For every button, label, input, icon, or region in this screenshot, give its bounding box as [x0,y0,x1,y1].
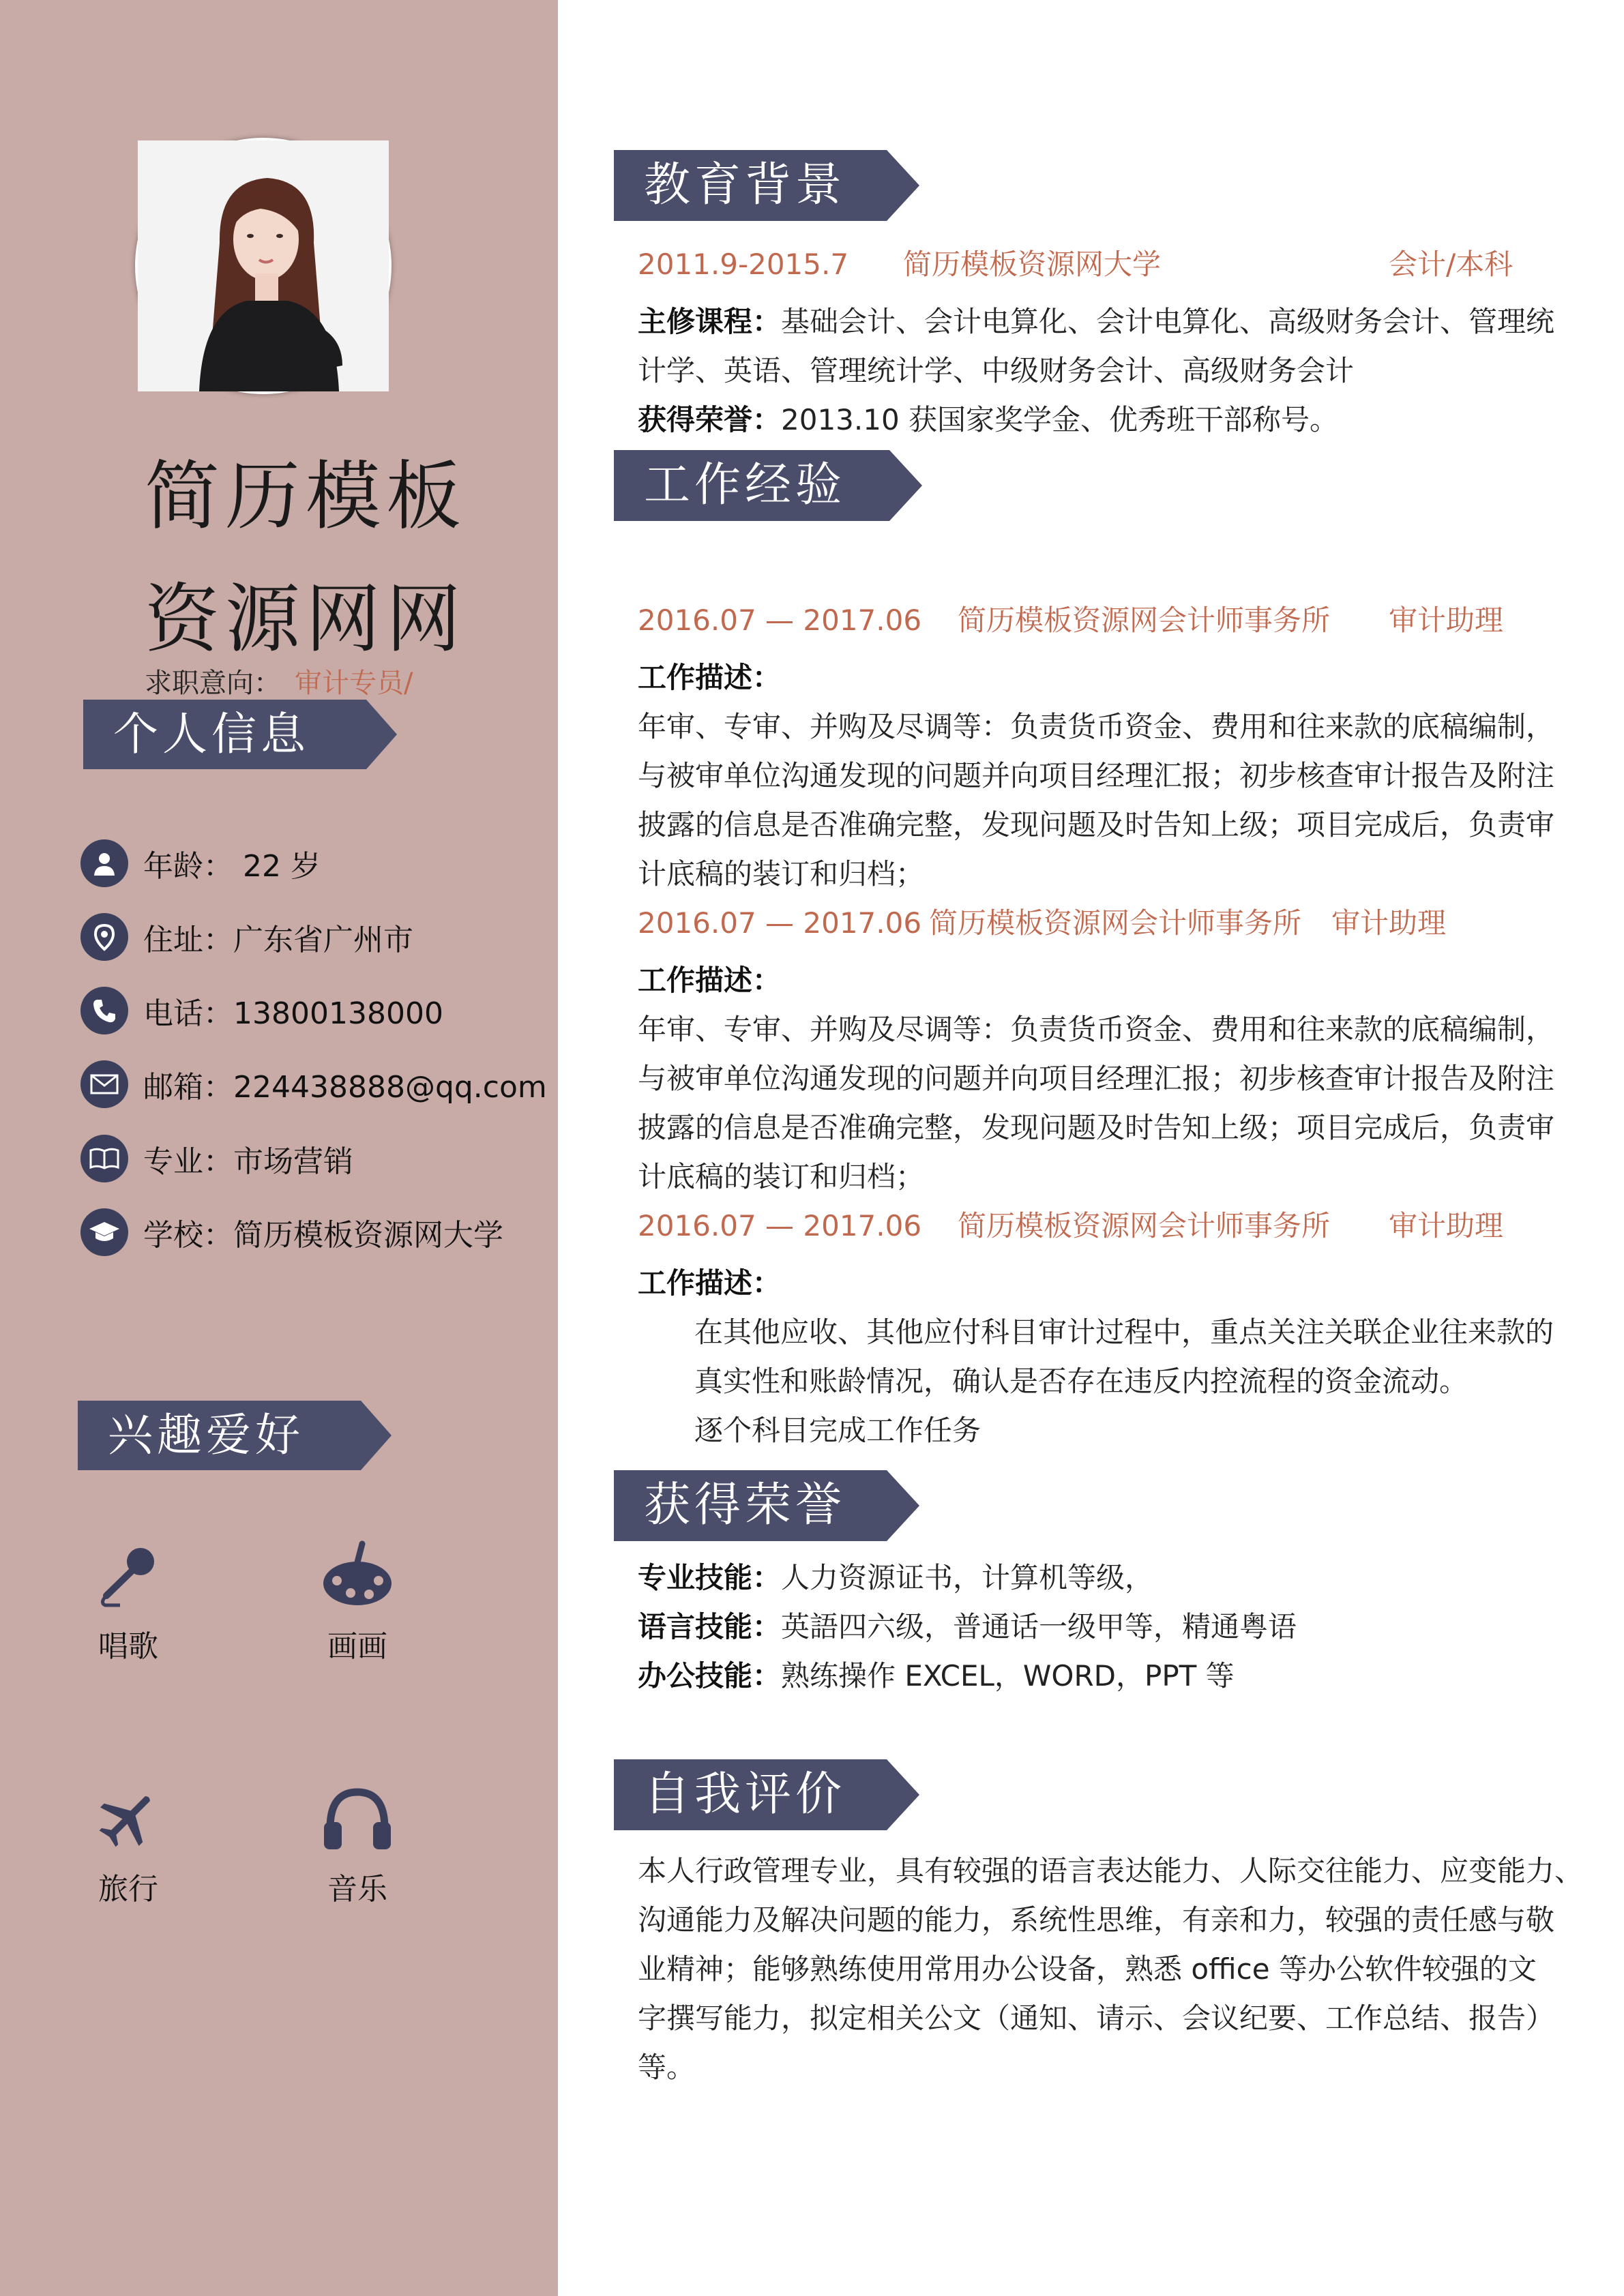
section-banner-self-eval [614,1759,919,1830]
education-courses-text-1: 基础会计、会计电算化、会计电算化、高级财务会计、管理统 [781,305,1555,338]
work-1-company: 简历模板资源网会计师事务所 [958,603,1331,637]
name-line-1: 简历模板 [145,453,467,540]
work-2-role: 审计助理 [1331,906,1447,940]
section-banner-honors [614,1470,919,1541]
hobby-singing [60,1534,196,1665]
work-3-period: 2016.07 — 2017.06 [638,1209,922,1242]
section-title-hobbies: 兴趣爱好 [108,1409,304,1461]
airplane-icon [60,1777,196,1859]
self-eval-line-1: 本人行政管理专业，具有较强的语言表达能力、人际交往能力、应变能力、 [638,1854,1584,1888]
skill-office-text: 熟练操作 EXCEL，WORD，PPT 等 [781,1659,1235,1693]
work-1-role: 审计助理 [1389,603,1504,637]
info-age [80,839,321,888]
work-1-period: 2016.07 — 2017.06 [638,603,922,637]
education-period: 2011.9-2015.7 [638,248,849,281]
work-3-desc-label: 工作描述： [638,1266,782,1300]
skill-professional-label: 专业技能： [638,1561,782,1594]
info-address [80,912,413,961]
work-3-line-1: 在其他应收、其他应付科目审计过程中，重点关注关联企业往来款的 [694,1315,1554,1349]
section-title-education: 教育背景 [644,158,846,212]
work-2-company: 简历模板资源网会计师事务所 [929,906,1302,940]
job-intent-label: 求职意向： [145,668,281,699]
hobby-singing-label: 唱歌 [98,1629,158,1664]
education-school: 简历模板资源网大学 [903,248,1162,281]
hobby-travel-label: 旅行 [98,1872,158,1907]
info-school-text: 学校：简历模板资源网大学 [143,1218,503,1253]
phone-icon [80,987,128,1034]
info-age-text: 年龄： 22 岁 [143,849,321,884]
work-2-line-3: 披露的信息是否准确完整，发现问题及时告知上级；项目完成后，负责审 [638,1111,1555,1144]
work-3-company: 简历模板资源网会计师事务所 [958,1209,1331,1242]
section-banner-education [614,150,919,221]
skill-language-label: 语言技能： [638,1610,782,1643]
work-1-line-1: 年审、专审、并购及尽调等：负责货币资金、费用和往来款的底稿编制， [638,710,1555,743]
info-email-text: 邮箱：224438888@qq.com [143,1070,547,1105]
skill-professional [638,1557,1153,1598]
work-1-desc-label: 工作描述： [638,661,782,694]
job-intent [145,667,413,699]
skill-language-text: 英語四六级，普通话一级甲等，精通粤语 [781,1610,1297,1643]
info-major-text: 专业：市场营销 [143,1144,353,1179]
work-1-line-4: 计底稿的装订和归档； [638,857,925,891]
section-title-honors: 获得荣誉 [644,1478,846,1532]
skill-office-label: 办公技能： [638,1659,782,1693]
section-title-work: 工作经验 [644,458,846,512]
self-eval-line-4: 字撰写能力，拟定相关公文（通知、请示、会议纪要、工作总结、报告） [638,2001,1555,2035]
hobby-painting-label: 画画 [327,1629,387,1664]
work-3-line-3: 逐个科目完成工作任务 [694,1414,981,1447]
info-phone [80,986,443,1035]
education-major: 会计/本科 [1389,248,1514,281]
info-school [80,1208,503,1257]
section-title-personal: 个人信息 [113,708,310,760]
info-address-text: 住址：广东省广州市 [143,923,413,957]
sidebar [0,0,558,2296]
work-1-line-2: 与被审单位沟通发现的问题并向项目经理汇报；初步核查审计报告及附注 [638,759,1555,792]
self-eval-line-5: 等。 [638,2051,696,2084]
mail-icon [80,1060,128,1108]
work-1-line-3: 披露的信息是否准确完整，发现问题及时告知上级；项目完成后，负责审 [638,808,1555,841]
self-eval-line-3: 业精神；能够熟练使用常用办公设备，熟悉 office 等办公软件较强的文 [638,1952,1537,1986]
name-line-2: 资源网网 [145,576,467,663]
work-3-line-2: 真实性和账龄情况，确认是否存在违反内控流程的资金流动。 [694,1365,1468,1398]
person-icon [80,839,128,887]
skill-professional-text: 人力资源证书，计算机等级， [781,1561,1154,1594]
palette-icon [289,1534,426,1616]
education-honor-label: 获得荣誉： [638,403,782,436]
book-icon [80,1135,128,1182]
section-banner-work [614,450,922,521]
work-2-line-2: 与被审单位沟通发现的问题并向项目经理汇报；初步核查审计报告及附注 [638,1062,1555,1095]
section-banner-hobbies [78,1401,392,1470]
hobby-painting [289,1534,426,1665]
work-2-desc-label: 工作描述： [638,964,782,997]
hobby-music [289,1777,426,1908]
info-phone-text: 电话：13800138000 [143,996,443,1031]
work-3-role: 审计助理 [1389,1209,1504,1242]
info-major [80,1134,353,1183]
hobby-music-label: 音乐 [327,1872,387,1907]
section-title-self-eval: 自我评价 [644,1768,846,1821]
job-intent-value: 审计专员/ [295,668,413,699]
education-courses-line-1 [638,301,1554,342]
location-pin-icon [80,913,128,961]
work-2-period: 2016.07 — 2017.06 [638,906,922,940]
work-2-line-1: 年审、专审、并购及尽调等：负责货币资金、费用和往来款的底稿编制， [638,1013,1555,1046]
hobby-travel [60,1777,196,1908]
work-2-line-4: 计底稿的装订和归档； [638,1160,925,1193]
education-courses-label: 主修课程： [638,305,782,338]
skill-language [638,1607,1297,1648]
self-eval-line-2: 沟通能力及解决问题的能力，系统性思维，有亲和力，较强的责任感与敬 [638,1903,1555,1937]
education-courses-text-2: 计学、英语、管理统计学、中级财务会计、高级财务会计 [638,354,1355,387]
skill-office [638,1656,1235,1697]
education-honor [638,400,1338,441]
section-banner-personal [83,700,397,769]
info-email [80,1060,547,1109]
education-honor-text: 2013.10 获国家奖学金、优秀班干部称号。 [781,403,1339,436]
headphones-icon [289,1777,426,1859]
microphone-icon [60,1534,196,1616]
graduation-cap-icon [80,1208,128,1256]
profile-photo [135,138,392,394]
